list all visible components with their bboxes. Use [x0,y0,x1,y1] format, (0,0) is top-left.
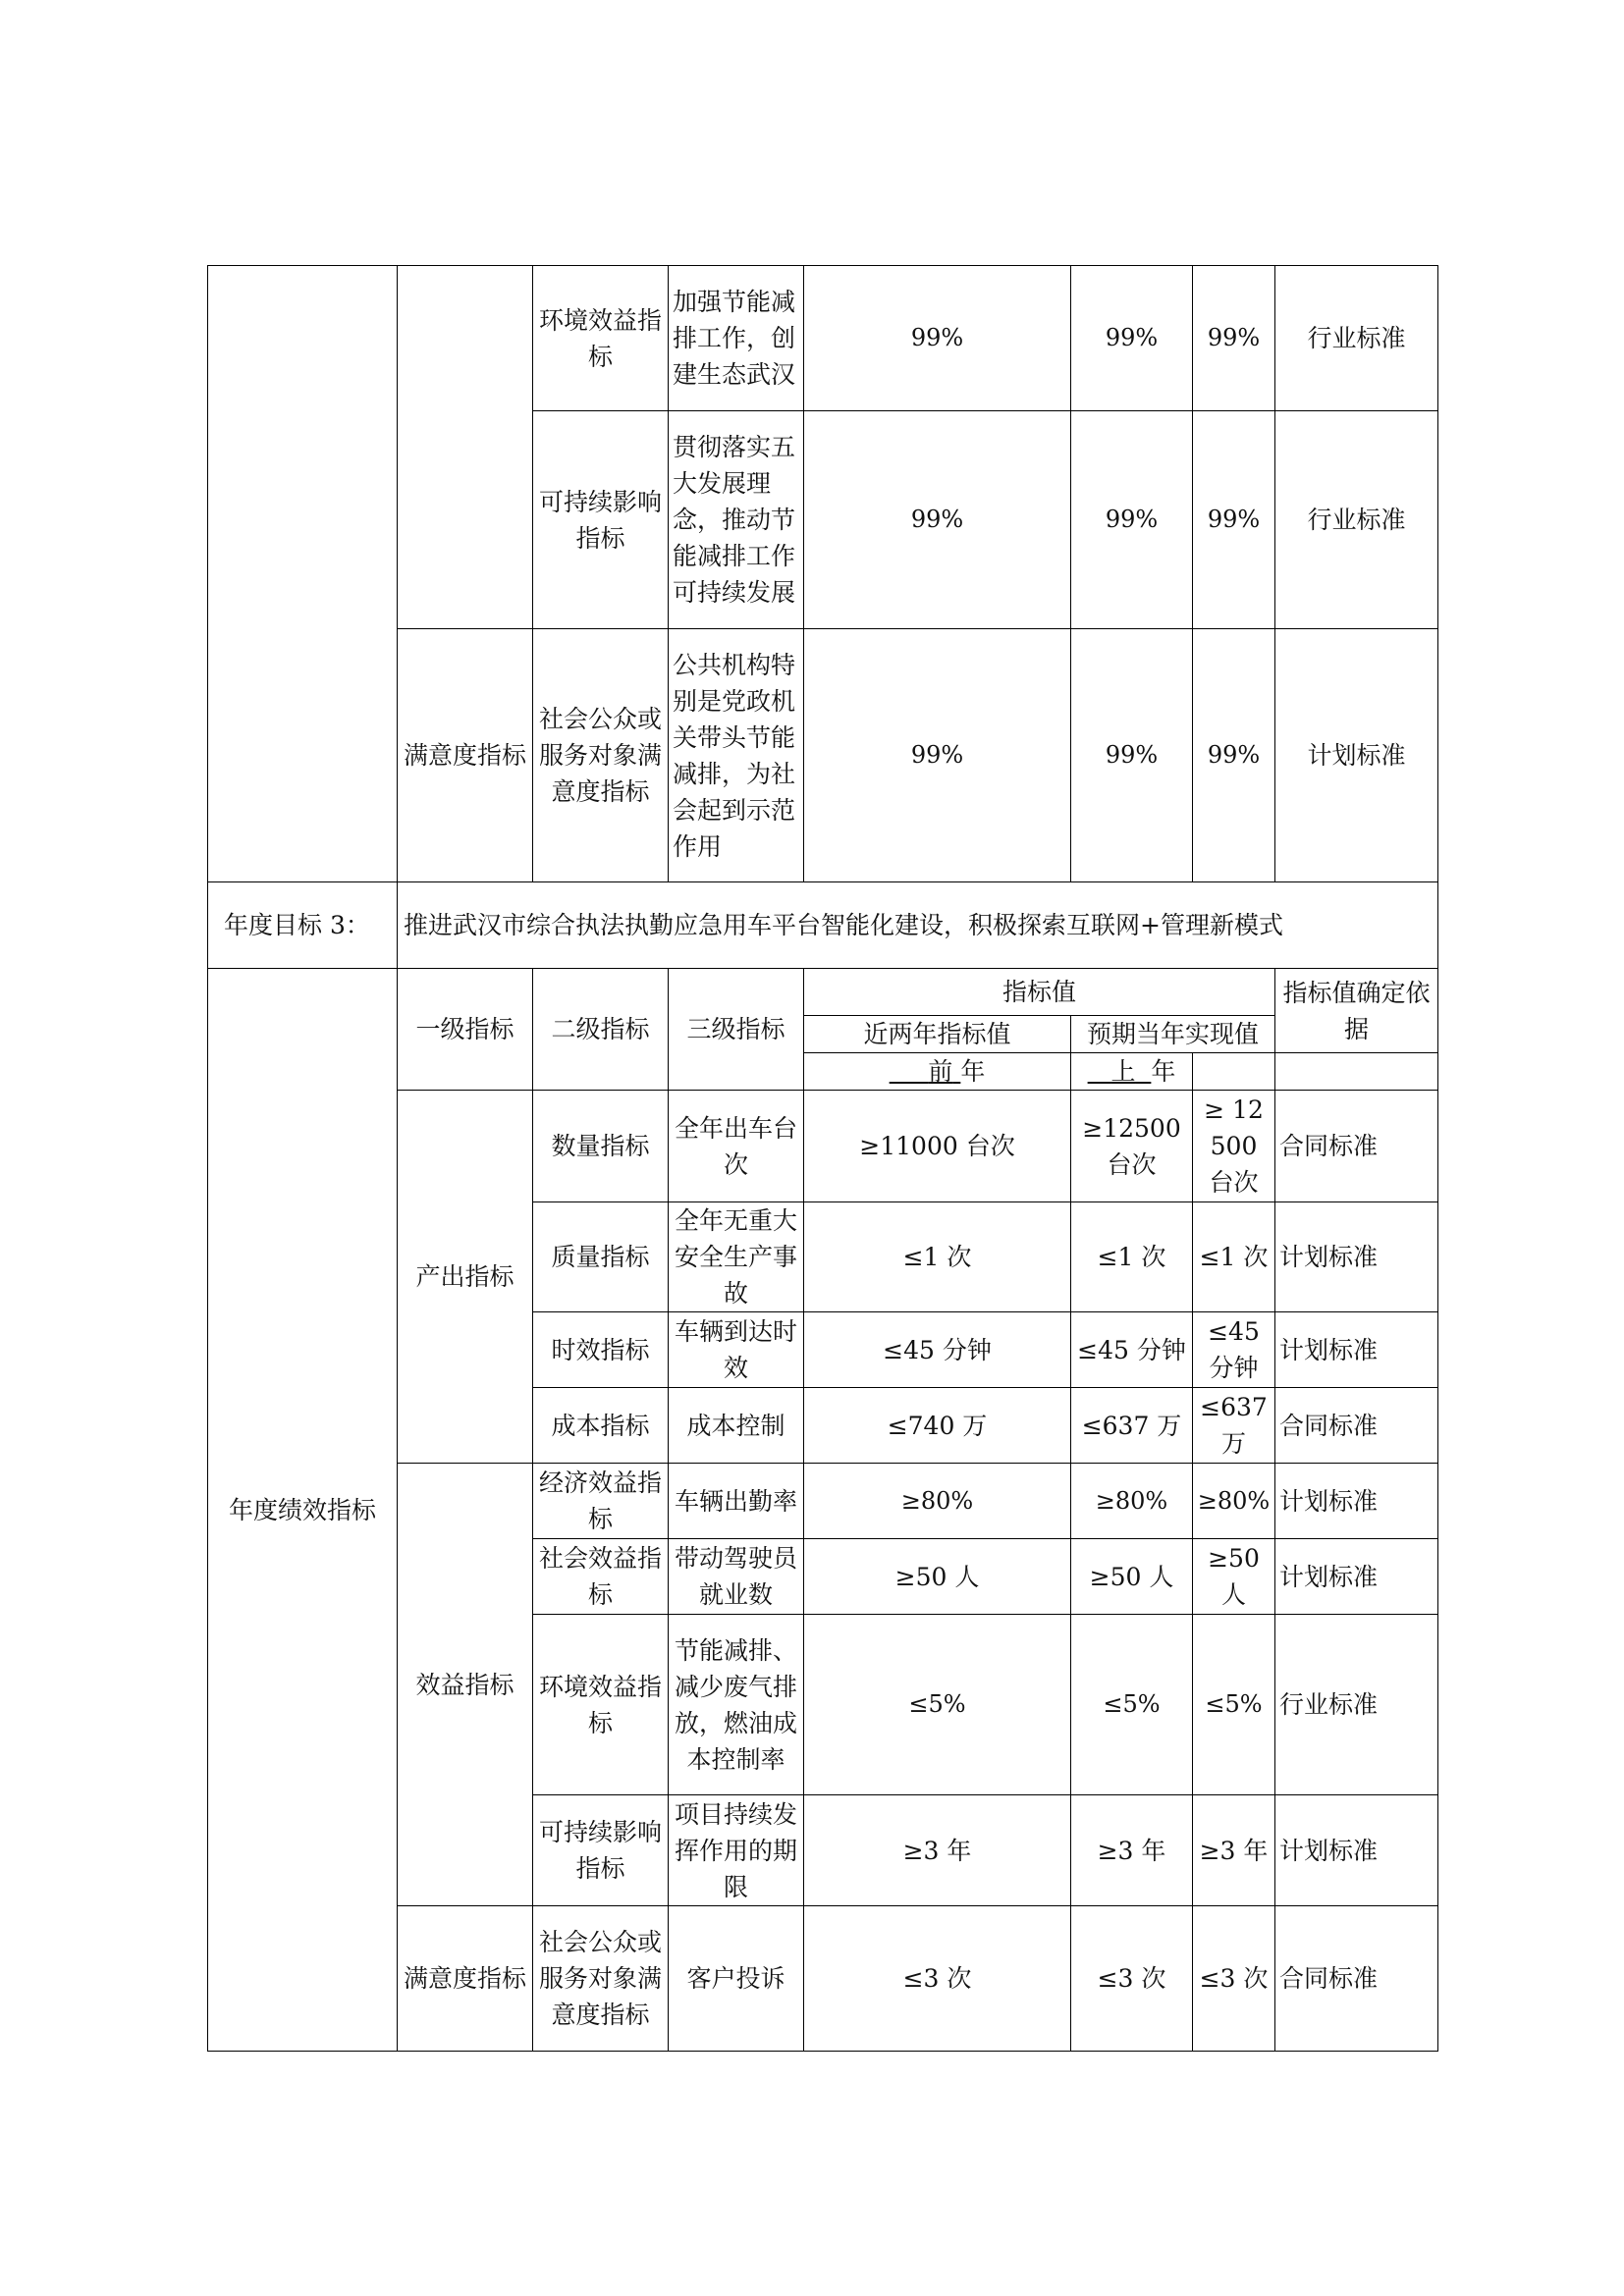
level3-cell: 客户投诉 [669,1906,804,2052]
section-label: 年度绩效指标 [208,969,398,2052]
expected-value-cell: 99% [1071,629,1193,882]
level1-cell-empty [398,266,533,629]
group-benefit: 效益指标 [398,1464,533,1906]
header-recent: 近两年指标值 [804,1016,1071,1053]
group-output: 产出指标 [398,1091,533,1464]
recent-value-cell: 99% [804,629,1071,882]
basis-cell: 行业标准 [1275,411,1438,629]
basis-cell: 计划标准 [1275,1312,1438,1388]
level2-cell: 可持续影响指标 [533,411,669,629]
expected-value-cell: ≥50 人 [1071,1539,1193,1615]
level2-cell: 数量指标 [533,1091,669,1202]
expected-value-cell-2: ≤1 次 [1193,1202,1275,1312]
basis-cell: 计划标准 [1275,1202,1438,1312]
level3-cell: 全年出车台次 [669,1091,804,1202]
basis-cell: 合同标准 [1275,1906,1438,2052]
level2-cell: 社会公众或服务对象满意度指标 [533,1906,669,2052]
recent-value-cell: ≤3 次 [804,1906,1071,2052]
expected-value-cell: 99% [1071,266,1193,411]
header-row [208,969,1438,1016]
expected-value-cell-2: ≥80% [1193,1464,1275,1539]
header-expected: 预期当年实现值 [1071,1016,1275,1053]
level3-cell: 项目持续发挥作用的期限 [669,1795,804,1906]
expected-value-cell: ≤1 次 [1071,1202,1193,1312]
expected-value-cell: ≤45 分钟 [1071,1312,1193,1388]
basis-cell: 计划标准 [1275,1539,1438,1615]
header-level1: 一级指标 [398,969,533,1091]
level3-cell: 成本控制 [669,1388,804,1464]
year-last-suffix: 年 [1151,1057,1176,1086]
level2-cell: 成本指标 [533,1388,669,1464]
expected-value-cell-2: ≤5% [1193,1615,1275,1795]
basis-cell: 行业标准 [1275,1615,1438,1795]
basis-cell: 计划标准 [1275,629,1438,882]
recent-value-cell: ≥11000 台次 [804,1091,1071,1202]
level1-cell: 满意度指标 [398,629,533,882]
recent-value-cell: 99% [804,266,1071,411]
basis-cell: 计划标准 [1275,1795,1438,1906]
expected-value-cell-2: 99% [1193,411,1275,629]
recent-value-cell: ≤740 万 [804,1388,1071,1464]
basis-cell: 计划标准 [1275,1464,1438,1539]
expected-value-cell-2: ≤637 万 [1193,1388,1275,1464]
level3-cell: 车辆到达时效 [669,1312,804,1388]
header-value: 指标值 [804,969,1275,1016]
level3-cell: 全年无重大安全生产事故 [669,1202,804,1312]
header-level2: 二级指标 [533,969,669,1091]
header-level3: 三级指标 [669,969,804,1091]
level2-cell: 社会公众或服务对象满意度指标 [533,629,669,882]
recent-value-cell: ≥3 年 [804,1795,1071,1906]
expected-value-cell-2: ≥ 12500 台次 [1193,1091,1275,1202]
performance-table [207,265,1438,2052]
header-basis: 指标值确定依据 [1275,969,1438,1053]
level2-cell: 可持续影响指标 [533,1795,669,1906]
level3-cell: 贯彻落实五大发展理念，推动节能减排工作可持续发展 [669,411,804,629]
basis-cell: 行业标准 [1275,266,1438,411]
level3-cell: 节能减排、减少废气排放，燃油成本控制率 [669,1615,804,1795]
expected-value-cell-2: 99% [1193,629,1275,882]
basis-cell: 合同标准 [1275,1091,1438,1202]
goal-label: 年度目标 3： [208,882,398,969]
expected-value-cell-2: ≤45 分钟 [1193,1312,1275,1388]
expected-value-cell-2: ≤3 次 [1193,1906,1275,2052]
section-cell-empty [208,266,398,882]
expected-value-cell-2: ≥50 人 [1193,1539,1275,1615]
expected-value-cell: ≤3 次 [1071,1906,1193,2052]
header-year-last [1071,1053,1193,1091]
level2-cell: 社会效益指标 [533,1539,669,1615]
header-basis-empty [1275,1053,1438,1091]
recent-value-cell: 99% [804,411,1071,629]
expected-value-cell: ≤637 万 [1071,1388,1193,1464]
expected-value-cell: ≤5% [1071,1615,1193,1795]
recent-value-cell: ≤1 次 [804,1202,1071,1312]
table-row [208,266,1438,411]
expected-value-cell-2: ≥3 年 [1193,1795,1275,1906]
recent-value-cell: ≥50 人 [804,1539,1071,1615]
level3-cell: 加强节能减排工作，创建生态武汉 [669,266,804,411]
year-last-fill: 上 [1110,1057,1136,1086]
recent-value-cell: ≤5% [804,1615,1071,1795]
group-satisfaction: 满意度指标 [398,1906,533,2052]
expected-value-cell: 99% [1071,411,1193,629]
recent-value-cell: ≥80% [804,1464,1071,1539]
level2-cell: 时效指标 [533,1312,669,1388]
level2-cell: 环境效益指标 [533,1615,669,1795]
expected-value-cell: ≥80% [1071,1464,1193,1539]
level3-cell: 车辆出勤率 [669,1464,804,1539]
year-prev-suffix: 年 [960,1057,986,1086]
level3-cell: 公共机构特别是党政机关带头节能减排，为社会起到示范作用 [669,629,804,882]
basis-cell: 合同标准 [1275,1388,1438,1464]
goal-text: 推进武汉市综合执法执勤应急用车平台智能化建设，积极探索互联网+管理新模式 [398,882,1438,969]
level2-cell: 环境效益指标 [533,266,669,411]
level2-cell: 质量指标 [533,1202,669,1312]
year-prev-fill: 前 [928,1057,953,1086]
level2-cell: 经济效益指标 [533,1464,669,1539]
expected-value-cell-2: 99% [1193,266,1275,411]
recent-value-cell: ≤45 分钟 [804,1312,1071,1388]
expected-value-cell: ≥12500 台次 [1071,1091,1193,1202]
header-year-empty [1193,1053,1275,1091]
header-year-prev [804,1053,1071,1091]
goal-row [208,882,1438,969]
level3-cell: 带动驾驶员就业数 [669,1539,804,1615]
expected-value-cell: ≥3 年 [1071,1795,1193,1906]
